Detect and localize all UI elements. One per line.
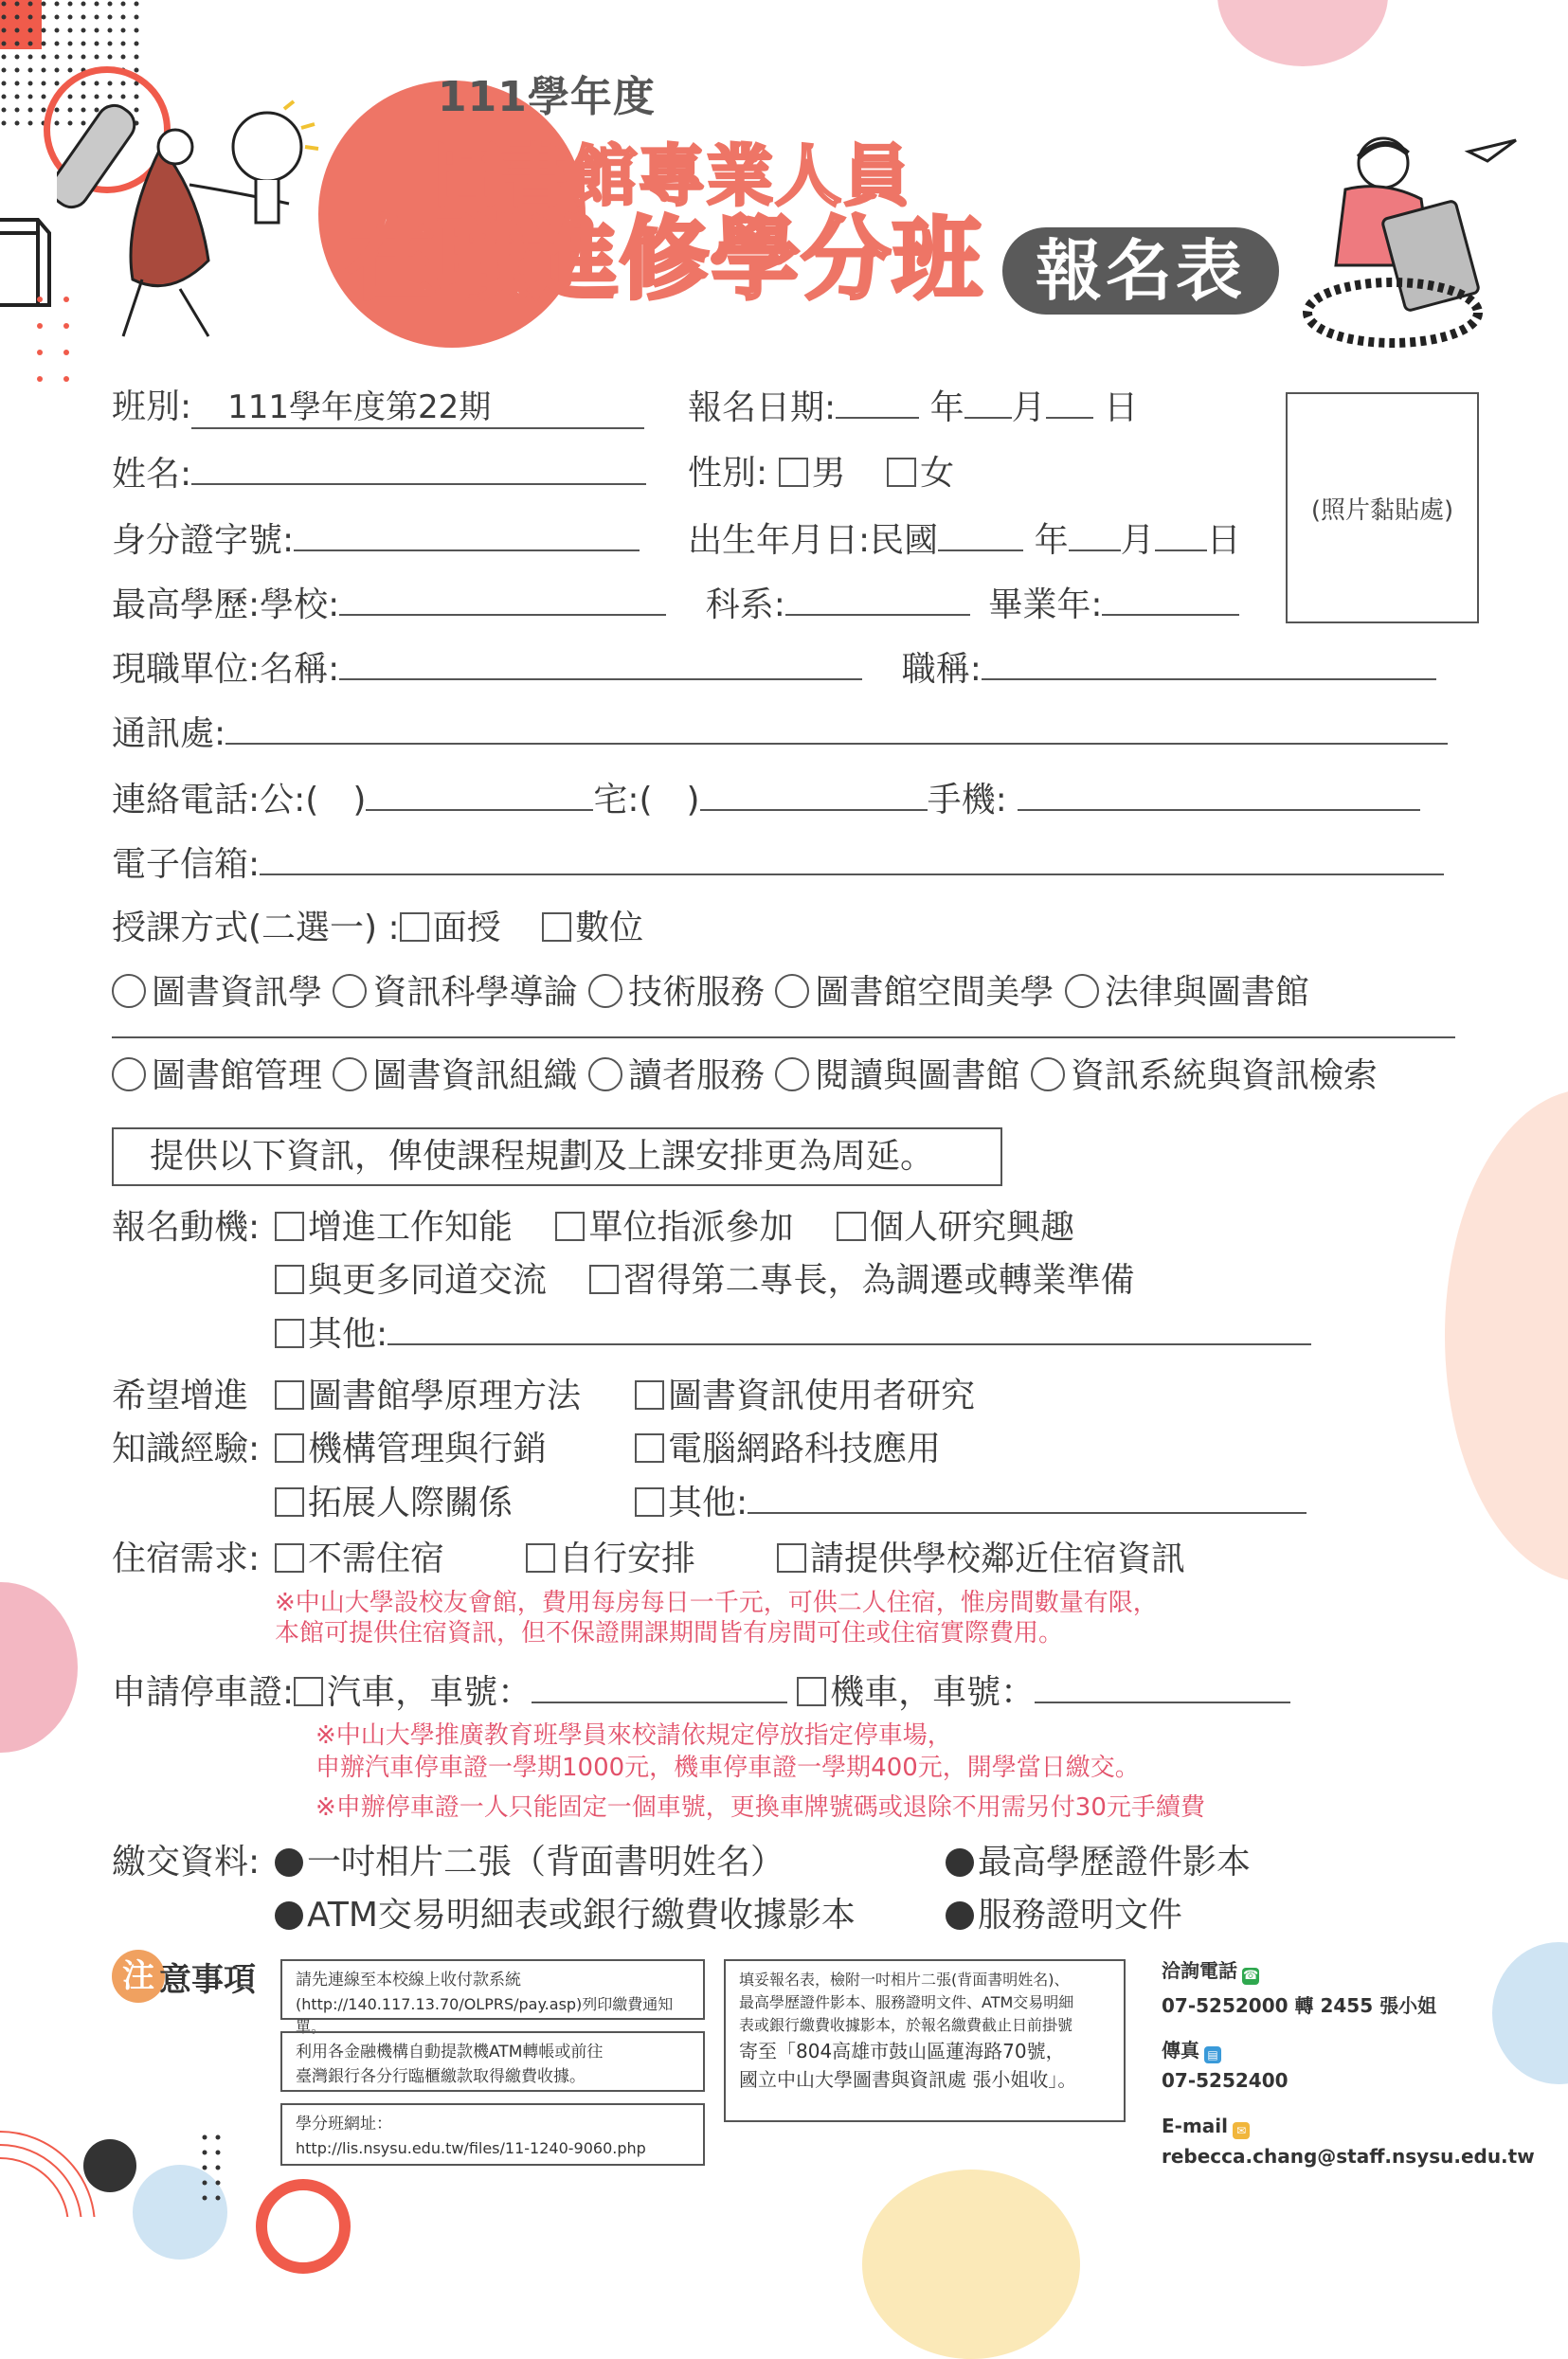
birth-month-field[interactable] [1069, 519, 1121, 551]
motivation-option: 單位指派參加 [588, 1208, 794, 1247]
bullet-dot-icon [946, 1848, 974, 1877]
deco-pink-circle-left [0, 1582, 78, 1753]
id-field[interactable] [294, 519, 640, 551]
course-label: 技術服務 [627, 973, 765, 1012]
parking-car-checkbox[interactable] [294, 1677, 323, 1706]
contact-fax [1162, 2035, 1289, 2092]
birth-year-unit: 年 [1034, 521, 1069, 560]
knowledge-checkbox[interactable] [275, 1380, 304, 1410]
signup-month-field[interactable] [964, 387, 1012, 419]
notice-text: 臺灣銀行各分行臨櫃繳款取得繳費收據。 [296, 2066, 586, 2086]
photo-box-label: (照片黏貼處) [1310, 495, 1454, 525]
header-title-line1: 圖書館專業人員 [434, 137, 911, 215]
gender-female-label: 女 [920, 454, 955, 493]
row-name [112, 453, 646, 495]
lodging-note-1: ※中山大學設校友會館，費用每房每日一千元，可供二人住宿，惟房間數量有限， [275, 1589, 1158, 1617]
bullet-dot-icon [946, 1901, 974, 1930]
knowledge-option: 圖書資訊使用者研究 [668, 1377, 976, 1415]
mail-icon: ✉ [1233, 2122, 1250, 2139]
parking-moto-label: 機車，車號： [830, 1673, 1036, 1712]
knowledge-label-2: 知識經驗: [112, 1430, 261, 1468]
lodging-option: 不需住宿 [308, 1540, 445, 1578]
mode-face-checkbox[interactable] [400, 912, 429, 942]
notice-text: 最高學歷證件影本、服務證明文件、ATM交易明細 [739, 1993, 1074, 2011]
job-title-label: 職稱: [901, 650, 982, 689]
knowledge-option: 拓展人際關係 [308, 1484, 514, 1522]
submit-label: 繳交資料: [112, 1843, 261, 1882]
contact-phone-value[interactable]: 07-5252000 轉 2455 張小姐 [1162, 1994, 1437, 2017]
knowledge-checkbox[interactable] [275, 1433, 304, 1463]
bullet-dot-icon [275, 1901, 303, 1930]
knowledge-row-2 [275, 1429, 941, 1469]
id-label: 身分證字號: [112, 521, 295, 560]
gender-female-checkbox[interactable] [887, 458, 916, 487]
contact-phone-label: 洽詢電話 [1162, 1959, 1237, 1982]
motivation-row-3 [275, 1313, 1311, 1355]
moto-plate-field[interactable] [1035, 1671, 1290, 1703]
course-label: 圖書館空間美學 [815, 973, 1054, 1012]
submit-item-text: 最高學歷證件影本 [978, 1843, 1252, 1882]
birth-label: 出生年月日: [688, 521, 871, 560]
notice-text: 填妥報名表，檢附一吋相片二張(背面書明姓名)、 [739, 1971, 1070, 1989]
row-job [112, 648, 1436, 690]
parking-note-3: ※申辦停車證一人只能固定一個車號，更換車牌號碼或退除不用需另付30元手續費 [315, 1793, 1205, 1822]
job-title-field[interactable] [982, 648, 1436, 680]
submit-item-1 [275, 1842, 784, 1882]
course-label: 資訊科學導論 [372, 973, 578, 1012]
row-phone [112, 779, 1420, 820]
motivation-label: 報名動機: [112, 1208, 261, 1247]
submit-item-text: 一吋相片二張（背面書明姓名） [307, 1843, 785, 1882]
notice-box-1 [280, 1959, 705, 2036]
contact-fax-value[interactable]: 07-5252400 [1162, 2069, 1289, 2092]
lodging-option: 自行安排 [559, 1540, 696, 1578]
phone-label: 連絡電話: [112, 781, 261, 819]
row-birth [688, 519, 1241, 561]
photo-box[interactable] [1286, 392, 1479, 623]
notice-text: 利用各金融機構自動提款機ATM轉帳或前往 [296, 2043, 604, 2062]
knowledge-row-1 [275, 1376, 975, 1416]
courses-row-2 [112, 1055, 1378, 1096]
parking-note-2: 申辦汽車停車證一學期1000元，機車停車證一學期400元，開學當日繳交。 [315, 1754, 1140, 1782]
home-phone-label: 宅:( ) [593, 781, 700, 819]
teaching-mode-label: 授課方式(二選一) : [112, 909, 400, 947]
course-radio[interactable] [112, 974, 146, 1008]
lodging-checkbox[interactable] [526, 1543, 555, 1573]
knowledge-checkbox[interactable] [635, 1380, 664, 1410]
motivation-checkbox[interactable] [275, 1319, 304, 1348]
office-phone-field[interactable] [366, 779, 593, 811]
mode-face-label: 面授 [432, 909, 501, 947]
knowledge-option: 其他: [668, 1484, 748, 1522]
parking-car-label: 汽車，車號： [327, 1673, 532, 1712]
info-box: 提供以下資訊，俾使課程規劃及上課安排更為周延。 [112, 1127, 1002, 1186]
email-field[interactable] [260, 843, 1444, 875]
mode-digital-checkbox[interactable] [542, 912, 571, 942]
parking-note-1: ※中山大學推廣教育班學員來校請依規定停放指定停車場， [315, 1721, 952, 1750]
birth-day-field[interactable] [1155, 519, 1207, 551]
submit-item-4 [946, 1895, 1182, 1936]
notice-text: 學分班網址： [296, 2115, 392, 2134]
dept-field[interactable] [785, 584, 970, 616]
row-class [112, 387, 644, 429]
lodging-options [275, 1539, 1185, 1579]
motivation-option: 與更多同道交流 [308, 1261, 548, 1300]
course-radio[interactable] [333, 974, 367, 1008]
lodging-option: 請提供學校鄰近住宿資訊 [810, 1540, 1186, 1578]
education-label: 最高學歷: [112, 585, 261, 624]
notice-text: 寄至「804高雄市鼓山區蓮海路70號， [739, 2040, 1065, 2062]
notice-url-link[interactable]: http://lis.nsysu.edu.tw/files/11-1240-9060.php [296, 2138, 646, 2157]
row-teaching-mode [112, 908, 643, 948]
class-field[interactable]: 111學年度第22期 [191, 388, 644, 429]
parking-moto-checkbox[interactable] [797, 1677, 826, 1706]
motivation-checkbox[interactable] [275, 1265, 304, 1294]
minguo-label: 民國 [870, 521, 939, 560]
birth-day-unit: 日 [1206, 521, 1241, 560]
deco-peach-circle-right [1445, 1089, 1568, 1582]
notice-text: 請先連線至本校線上收付款系統 [296, 1971, 521, 1990]
year-unit: 年 [929, 388, 964, 427]
course-label: 讀者服務 [627, 1056, 765, 1095]
motivation-option: 習得第二專長，為調遷或轉業準備 [622, 1261, 1135, 1300]
submit-item-text: ATM交易明細表或銀行繳費收據影本 [307, 1896, 856, 1935]
mobile-label: 手機: [927, 781, 1007, 819]
knowledge-checkbox[interactable] [635, 1487, 664, 1517]
course-radio[interactable] [588, 974, 622, 1008]
course-label: 閱讀與圖書館 [815, 1056, 1020, 1095]
course-label: 圖書館管理 [152, 1056, 323, 1095]
deco-dots-bottom [199, 2132, 227, 2217]
notice-box-4 [724, 1959, 1126, 2122]
gender-label: 性別: [688, 454, 768, 493]
man-laptop-illustration-icon [1298, 133, 1554, 351]
course-label: 圖書資訊學 [152, 973, 323, 1012]
mode-digital-label: 數位 [575, 909, 644, 947]
address-field[interactable] [225, 712, 1448, 745]
parking-row [112, 1671, 1290, 1713]
motivation-row-2 [275, 1260, 1134, 1301]
contact-phone [1162, 1955, 1436, 2018]
notice-title-circle: 注 [112, 1950, 165, 2003]
job-name-label: 名稱: [260, 650, 340, 689]
motivation-checkbox[interactable] [275, 1212, 304, 1241]
dept-label: 科系: [705, 585, 785, 624]
motivation-option: 其他: [308, 1315, 388, 1354]
deco-blue-circle-right [1492, 1942, 1568, 2084]
row-signup-date [688, 387, 1138, 428]
grad-year-field[interactable] [1102, 584, 1239, 616]
lodging-note-2: 本館可提供住宿資訊，但不保證開課期間皆有房間可住或住宿實際費用。 [275, 1619, 1064, 1648]
school-field[interactable] [339, 584, 666, 616]
mobile-field[interactable] [1018, 779, 1420, 811]
motivation-checkbox[interactable] [837, 1212, 866, 1241]
course-radio[interactable] [588, 1057, 622, 1091]
car-plate-field[interactable] [532, 1671, 787, 1703]
contact-fax-label: 傳真 [1162, 2039, 1199, 2062]
submit-item-text: 服務證明文件 [978, 1896, 1183, 1935]
email-label: 電子信箱: [112, 845, 261, 884]
birth-month-unit: 月 [1120, 521, 1155, 560]
gender-male-label: 男 [811, 454, 846, 493]
home-phone-field[interactable] [700, 779, 928, 811]
row-education [112, 584, 1239, 625]
course-radio[interactable] [775, 974, 809, 1008]
contact-email-label: E-mail [1162, 2115, 1229, 2137]
header-title-line2: 在職進修學分班 [347, 208, 984, 312]
deco-red-arc-bottom [256, 2179, 351, 2274]
row-address [112, 712, 1448, 754]
knowledge-label-1: 希望增進 [112, 1377, 249, 1415]
name-label: 姓名: [112, 455, 192, 494]
course-label: 法律與圖書館 [1104, 973, 1309, 1012]
knowledge-option: 電腦網路科技應用 [668, 1430, 942, 1468]
notice-title-text: 意事項 [159, 1960, 256, 1999]
header-year: 111學年度 [438, 73, 656, 121]
knowledge-row-3 [275, 1482, 1307, 1523]
job-unit-label: 現職單位: [112, 650, 261, 689]
course-label: 圖書資訊組織 [372, 1056, 578, 1095]
deco-pink-circle-top [1217, 0, 1388, 66]
course-radio[interactable] [775, 1057, 809, 1091]
class-label: 班別: [112, 387, 192, 426]
row-id [112, 519, 640, 561]
motivation-option: 增進工作知能 [308, 1208, 514, 1247]
fax-icon: ▤ [1204, 2046, 1221, 2063]
submit-item-3 [275, 1895, 856, 1936]
motivation-checkbox[interactable] [555, 1212, 585, 1241]
signup-day-field[interactable] [1046, 387, 1093, 419]
submit-item-2 [946, 1842, 1251, 1882]
signup-year-field[interactable] [836, 387, 919, 419]
bullet-dot-icon [275, 1848, 303, 1877]
name-field[interactable] [191, 453, 646, 485]
birth-year-field[interactable] [938, 519, 1023, 551]
course-radio[interactable] [1065, 974, 1099, 1008]
row-gender [688, 453, 954, 494]
notice-text: 國立中山大學圖書與資訊處 張小姐收」。 [739, 2068, 1077, 2091]
course-radio[interactable] [1031, 1057, 1065, 1091]
contact-email [1162, 2115, 1535, 2168]
knowledge-option: 機構管理與行銷 [308, 1430, 548, 1468]
knowledge-option: 圖書館學原理方法 [308, 1377, 582, 1415]
course-radio[interactable] [112, 1057, 146, 1091]
notice-box-3 [280, 2103, 705, 2166]
gender-male-checkbox[interactable] [779, 458, 808, 487]
courses-row-1 [112, 972, 1309, 1013]
lodging-label: 住宿需求: [112, 1540, 261, 1578]
courses-divider [112, 1036, 1455, 1038]
woman-lightbulb-illustration-icon [57, 90, 341, 346]
job-name-field[interactable] [339, 648, 862, 680]
knowledge-checkbox[interactable] [275, 1487, 304, 1517]
knowledge-checkbox[interactable] [635, 1433, 664, 1463]
grad-year-label: 畢業年: [988, 585, 1103, 624]
motivation-checkbox[interactable] [589, 1265, 619, 1294]
day-unit: 日 [1104, 388, 1139, 427]
header-badge: 報名表 [1002, 227, 1279, 315]
row-email [112, 843, 1444, 885]
address-label: 通訊處: [112, 714, 226, 753]
course-radio[interactable] [333, 1057, 367, 1091]
office-phone-label: 公:( ) [260, 781, 367, 819]
notice-text: 表或銀行繳費收據影本，於報名繳費截止日前掛號 [739, 2016, 1073, 2034]
motivation-other-field[interactable] [387, 1313, 1311, 1345]
lodging-checkbox[interactable] [275, 1543, 304, 1573]
signup-date-label: 報名日期: [688, 388, 837, 427]
knowledge-other-field[interactable] [748, 1482, 1307, 1514]
month-unit: 月 [1011, 388, 1046, 427]
phone-icon: ☎ [1242, 1969, 1259, 1983]
contact-email-value[interactable]: rebecca.chang@staff.nsysu.edu.tw [1162, 2145, 1535, 2168]
lodging-checkbox[interactable] [777, 1543, 806, 1573]
course-label: 資訊系統與資訊檢索 [1070, 1056, 1378, 1095]
notice-title [112, 1950, 256, 2003]
deco-yellow-circle-bottom [862, 2170, 1080, 2359]
motivation-option: 個人研究興趣 [869, 1208, 1074, 1247]
parking-label: 申請停車證: [112, 1673, 295, 1712]
school-label: 學校: [260, 585, 340, 624]
notice-text: (http://140.117.13.70/OLPRS/pay.asp)列印繳費通知單。 [296, 1994, 674, 2036]
motivation-row-1 [275, 1207, 1074, 1248]
deco-rings-bottom-left [0, 2122, 133, 2217]
notice-box-2 [280, 2031, 705, 2092]
